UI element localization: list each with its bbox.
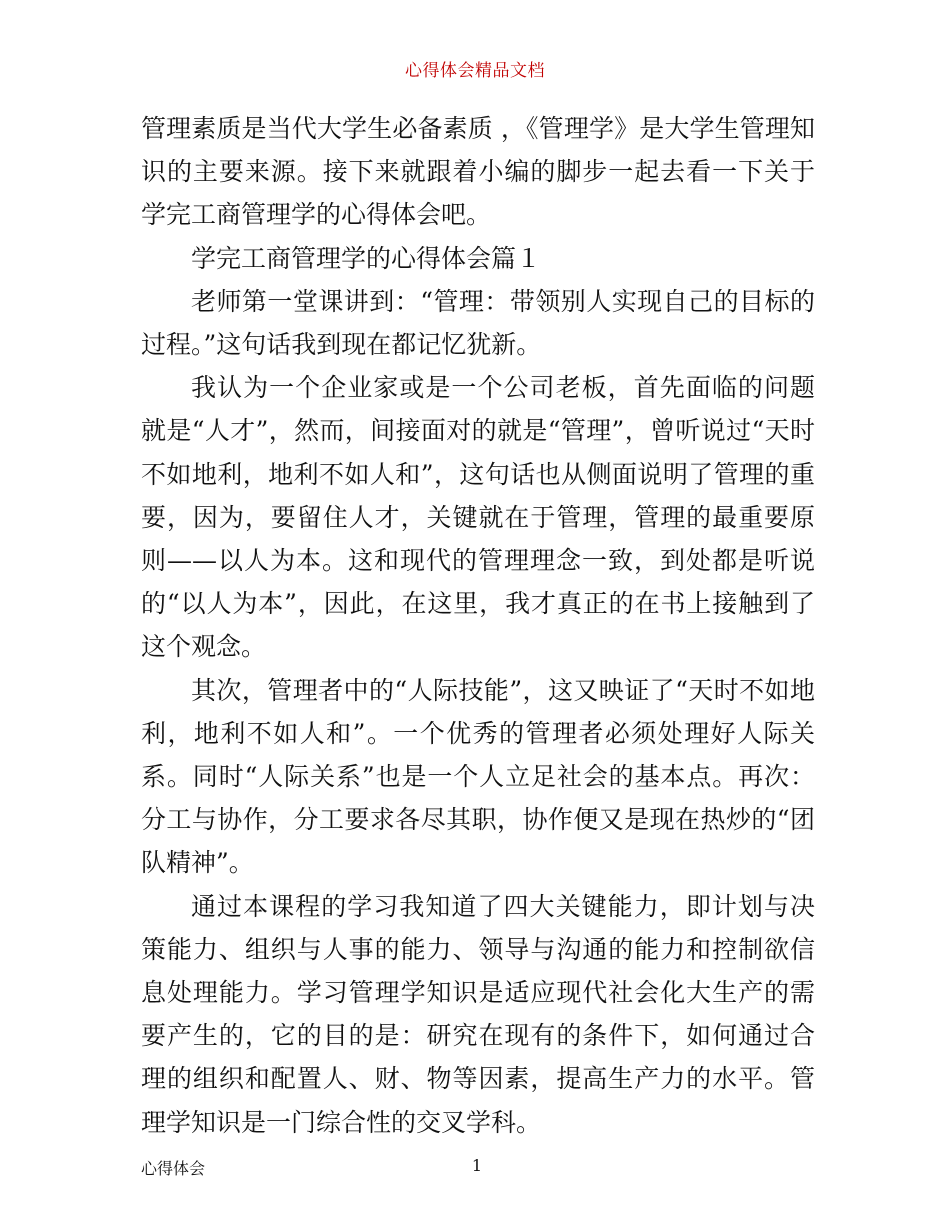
body-paragraph: 我认为一个企业家或是一个公司老板，首先面临的问题就是“人才”，然而，间接面对的就是“管理”，曾听说过“天时不如地利，地利不如人和”，这句话也从侧面说明了管理的重要，因为，要留住人才，关键就在于管理，管理的最重要原则——以人为本。这和现代的管理理念一致，到处都是听说的“以人为本”，因此，在这里，我才真正的在书上接触到了这个观念。	[141, 373, 815, 662]
article-body	[141, 107, 815, 1144]
section-heading: 学完工商管理学的心得体会篇１	[191, 243, 542, 273]
footer-label: 心得体会	[141, 1159, 206, 1178]
header-title: 心得体会精品文档	[405, 61, 545, 81]
body-paragraph: 其次，管理者中的“人际技能”，这又映证了“天时不如地利，地利不如人和”。一个优秀的管理者必须处理好人际关系。同时“人际关系”也是一个人立足社会的基本点。再次：分工与协作，分工要求各尽其职，协作便又是现在热炒的“团队精神”。	[141, 675, 815, 878]
body-paragraph: 老师第一堂课讲到：“管理：带领别人实现自己的目标的过程。”这句话我到现在都记忆犹新。	[141, 286, 815, 360]
body-paragraph: 通过本课程的学习我知道了四大关键能力，即计划与决策能力、组织与人事的能力、领导与沟通的能力和控制欲信息处理能力。学习管理学知识是适应现代社会化大生产的需要产生的，它的目的是：研究在现有的条件下，如何通过合理的组织和配置人、财、物等因素，提高生产力的水平。管理学知识是一门综合性的交叉学科。	[141, 891, 815, 1137]
intro-paragraph: 管理素质是当代大学生必备素质 ，《管理学》是大学生管理知识的主要来源。接下来就跟着小编的脚步一起去看一下关于学完工商管理学的心得体会吧。	[141, 114, 815, 230]
page-number: 1	[471, 1156, 483, 1175]
